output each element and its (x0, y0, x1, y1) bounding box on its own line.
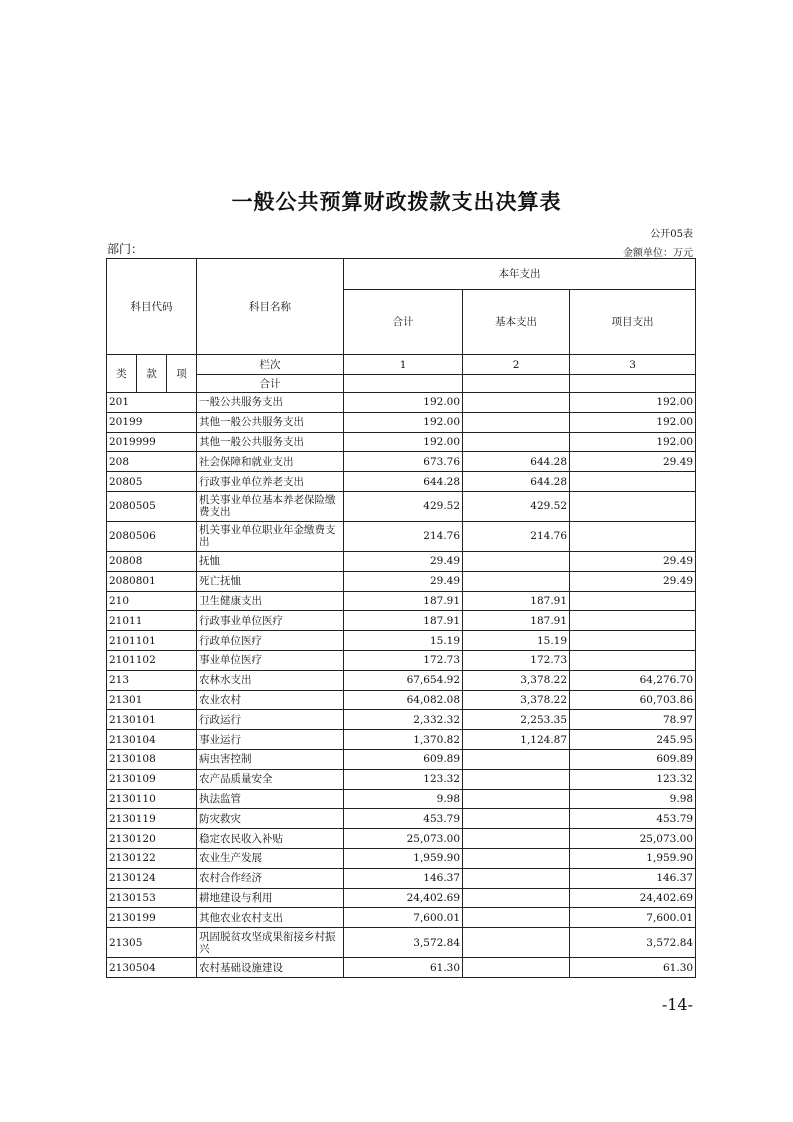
subject-code: 2101101 (107, 631, 197, 651)
project-value: 9.98 (570, 789, 696, 809)
subject-code: 2130122 (107, 848, 197, 868)
project-value: 192.00 (570, 393, 696, 413)
subject-code: 2130119 (107, 809, 197, 829)
project-value: 192.00 (570, 412, 696, 432)
total-value: 146.37 (344, 868, 463, 888)
project-value: 29.49 (570, 452, 696, 472)
subject-code: 21301 (107, 690, 197, 710)
total-value: 9.98 (344, 789, 463, 809)
subject-name-header: 科目名称 (197, 259, 344, 355)
total-value: 7,600.01 (344, 908, 463, 928)
project-value (570, 591, 696, 611)
subject-code: 2130120 (107, 829, 197, 849)
total-value: 172.73 (344, 650, 463, 670)
subject-name: 农业农村 (197, 690, 344, 710)
total-value: 1,370.82 (344, 730, 463, 750)
table-row (107, 551, 696, 571)
subject-code: 20199 (107, 412, 197, 432)
class-header: 类 (107, 355, 137, 393)
table-row (107, 432, 696, 452)
project-value (570, 631, 696, 651)
subject-code: 2130101 (107, 710, 197, 730)
subject-code: 21305 (107, 928, 197, 958)
total-value: 15.19 (344, 631, 463, 651)
table-row (107, 452, 696, 472)
total-value: 609.89 (344, 749, 463, 769)
table-row (107, 888, 696, 908)
subject-code: 20805 (107, 472, 197, 492)
basic-value (463, 958, 570, 978)
subject-name: 病虫害控制 (197, 749, 344, 769)
sum-row-label: 合计 (197, 375, 344, 393)
subject-code: 21011 (107, 611, 197, 631)
project-value: 245.95 (570, 730, 696, 750)
subject-code: 2130104 (107, 730, 197, 750)
subject-name: 行政事业单位养老支出 (197, 472, 344, 492)
project-value: 7,600.01 (570, 908, 696, 928)
subject-name: 抚恤 (197, 551, 344, 571)
table-row (107, 809, 696, 829)
basic-value (463, 571, 570, 591)
project-value: 146.37 (570, 868, 696, 888)
current-year-header: 本年支出 (344, 259, 696, 290)
sum-project (570, 375, 696, 393)
basic-value (463, 789, 570, 809)
sum-basic (463, 375, 570, 393)
subject-name: 防灾救灾 (197, 809, 344, 829)
project-value: 78.97 (570, 710, 696, 730)
subject-name: 耕地建设与利用 (197, 888, 344, 908)
total-value: 67,654.92 (344, 670, 463, 690)
basic-value: 214.76 (463, 521, 570, 551)
subject-code: 2019999 (107, 432, 197, 452)
basic-value (463, 809, 570, 829)
basic-value (463, 769, 570, 789)
basic-value (463, 749, 570, 769)
column-index-label: 栏次 (197, 355, 344, 375)
subject-code-header: 科目代码 (107, 259, 197, 355)
subject-code: 2130109 (107, 769, 197, 789)
subject-code: 2130153 (107, 888, 197, 908)
subject-code: 2080505 (107, 491, 197, 521)
subject-code: 2130108 (107, 749, 197, 769)
subject-name: 其他一般公共服务支出 (197, 412, 344, 432)
project-value: 64,276.70 (570, 670, 696, 690)
basic-value: 187.91 (463, 591, 570, 611)
total-value: 29.49 (344, 551, 463, 571)
subject-name: 稳定农民收入补贴 (197, 829, 344, 849)
sum-total (344, 375, 463, 393)
project-value (570, 650, 696, 670)
table-row (107, 769, 696, 789)
subject-code: 20808 (107, 551, 197, 571)
column-index-2: 2 (463, 355, 570, 375)
project-value: 29.49 (570, 551, 696, 571)
project-value (570, 521, 696, 551)
table-row (107, 521, 696, 551)
page-title: 一般公共预算财政拨款支出决算表 (231, 190, 562, 214)
page-number: -14- (661, 995, 693, 1014)
total-value: 192.00 (344, 432, 463, 452)
table-row (107, 928, 696, 958)
total-value: 25,073.00 (344, 829, 463, 849)
subject-name: 其他一般公共服务支出 (197, 432, 344, 452)
total-value: 187.91 (344, 611, 463, 631)
table-row (107, 412, 696, 432)
table-row (107, 789, 696, 809)
subject-name: 机关事业单位基本养老保险缴费支出 (197, 491, 344, 521)
section-header: 款 (137, 355, 167, 393)
project-value: 123.32 (570, 769, 696, 789)
table-row (107, 730, 696, 750)
subject-code: 201 (107, 393, 197, 413)
table-row (107, 848, 696, 868)
total-value: 214.76 (344, 521, 463, 551)
basic-value (463, 908, 570, 928)
total-value: 61.30 (344, 958, 463, 978)
subject-code: 2130110 (107, 789, 197, 809)
subject-code: 2101102 (107, 650, 197, 670)
total-value: 187.91 (344, 591, 463, 611)
project-value: 3,572.84 (570, 928, 696, 958)
subject-name: 农村合作经济 (197, 868, 344, 888)
table-row (107, 393, 696, 413)
subject-name: 农业生产发展 (197, 848, 344, 868)
table-row (107, 749, 696, 769)
project-value: 60,703.86 (570, 690, 696, 710)
column-index-1: 1 (344, 355, 463, 375)
basic-value: 172.73 (463, 650, 570, 670)
basic-value (463, 412, 570, 432)
basic-value (463, 551, 570, 571)
table-row (107, 710, 696, 730)
basic-value (463, 928, 570, 958)
table-row (107, 611, 696, 631)
total-value: 192.00 (344, 412, 463, 432)
total-value: 24,402.69 (344, 888, 463, 908)
project-value: 192.00 (570, 432, 696, 452)
subject-code: 210 (107, 591, 197, 611)
subject-code: 213 (107, 670, 197, 690)
table-row (107, 650, 696, 670)
expenditure-table (106, 258, 696, 978)
basic-value: 15.19 (463, 631, 570, 651)
project-value (570, 491, 696, 521)
subject-name: 一般公共服务支出 (197, 393, 344, 413)
subject-name: 行政事业单位医疗 (197, 611, 344, 631)
project-value: 25,073.00 (570, 829, 696, 849)
subject-name: 事业单位医疗 (197, 650, 344, 670)
total-value: 644.28 (344, 472, 463, 492)
subject-name: 行政单位医疗 (197, 631, 344, 651)
table-row (107, 631, 696, 651)
subject-name: 死亡抚恤 (197, 571, 344, 591)
project-value: 453.79 (570, 809, 696, 829)
subject-name: 巩固脱贫攻坚成果衔接乡村振兴 (197, 928, 344, 958)
basic-value: 187.91 (463, 611, 570, 631)
basic-value: 3,378.22 (463, 690, 570, 710)
project-value: 61.30 (570, 958, 696, 978)
total-value: 453.79 (344, 809, 463, 829)
project-value (570, 611, 696, 631)
subject-name: 执法监管 (197, 789, 344, 809)
project-value: 1,959.90 (570, 848, 696, 868)
basic-value: 644.28 (463, 452, 570, 472)
basic-value: 429.52 (463, 491, 570, 521)
basic-value (463, 848, 570, 868)
basic-value (463, 868, 570, 888)
table-row (107, 491, 696, 521)
subject-code: 2130199 (107, 908, 197, 928)
subject-name: 农村基础设施建设 (197, 958, 344, 978)
subject-code: 2130124 (107, 868, 197, 888)
basic-value (463, 829, 570, 849)
basic-value: 644.28 (463, 472, 570, 492)
total-value: 673.76 (344, 452, 463, 472)
subject-name: 农林水支出 (197, 670, 344, 690)
basic-value: 2,253.35 (463, 710, 570, 730)
subject-name: 事业运行 (197, 730, 344, 750)
total-value: 3,572.84 (344, 928, 463, 958)
subject-name: 农产品质量安全 (197, 769, 344, 789)
total-value: 1,959.90 (344, 848, 463, 868)
item-header: 项 (167, 355, 197, 393)
basic-value (463, 888, 570, 908)
subject-name: 行政运行 (197, 710, 344, 730)
basic-header: 基本支出 (463, 290, 570, 355)
table-row (107, 908, 696, 928)
column-index-3: 3 (570, 355, 696, 375)
project-value (570, 472, 696, 492)
total-value: 64,082.08 (344, 690, 463, 710)
table-row (107, 670, 696, 690)
subject-code: 208 (107, 452, 197, 472)
subject-name: 机关事业单位职业年金缴费支出 (197, 521, 344, 551)
total-header: 合计 (344, 290, 463, 355)
table-row (107, 868, 696, 888)
table-row (107, 591, 696, 611)
total-value: 192.00 (344, 393, 463, 413)
project-value: 24,402.69 (570, 888, 696, 908)
total-value: 429.52 (344, 491, 463, 521)
basic-value (463, 432, 570, 452)
total-value: 123.32 (344, 769, 463, 789)
project-header: 项目支出 (570, 290, 696, 355)
basic-value: 1,124.87 (463, 730, 570, 750)
table-row (107, 829, 696, 849)
subject-name: 其他农业农村支出 (197, 908, 344, 928)
table-row (107, 571, 696, 591)
project-value: 29.49 (570, 571, 696, 591)
total-value: 2,332.32 (344, 710, 463, 730)
table-row (107, 472, 696, 492)
subject-code: 2080801 (107, 571, 197, 591)
table-row (107, 690, 696, 710)
table-row (107, 958, 696, 978)
subject-name: 社会保障和就业支出 (197, 452, 344, 472)
unit-label: 金额单位：万元 (623, 248, 693, 259)
subject-name: 卫生健康支出 (197, 591, 344, 611)
project-value: 609.89 (570, 749, 696, 769)
department-label: 部门： (107, 242, 144, 256)
total-value: 29.49 (344, 571, 463, 591)
subject-code: 2130504 (107, 958, 197, 978)
basic-value (463, 393, 570, 413)
subject-code: 2080506 (107, 521, 197, 551)
form-number: 公开05表 (650, 229, 693, 240)
basic-value: 3,378.22 (463, 670, 570, 690)
